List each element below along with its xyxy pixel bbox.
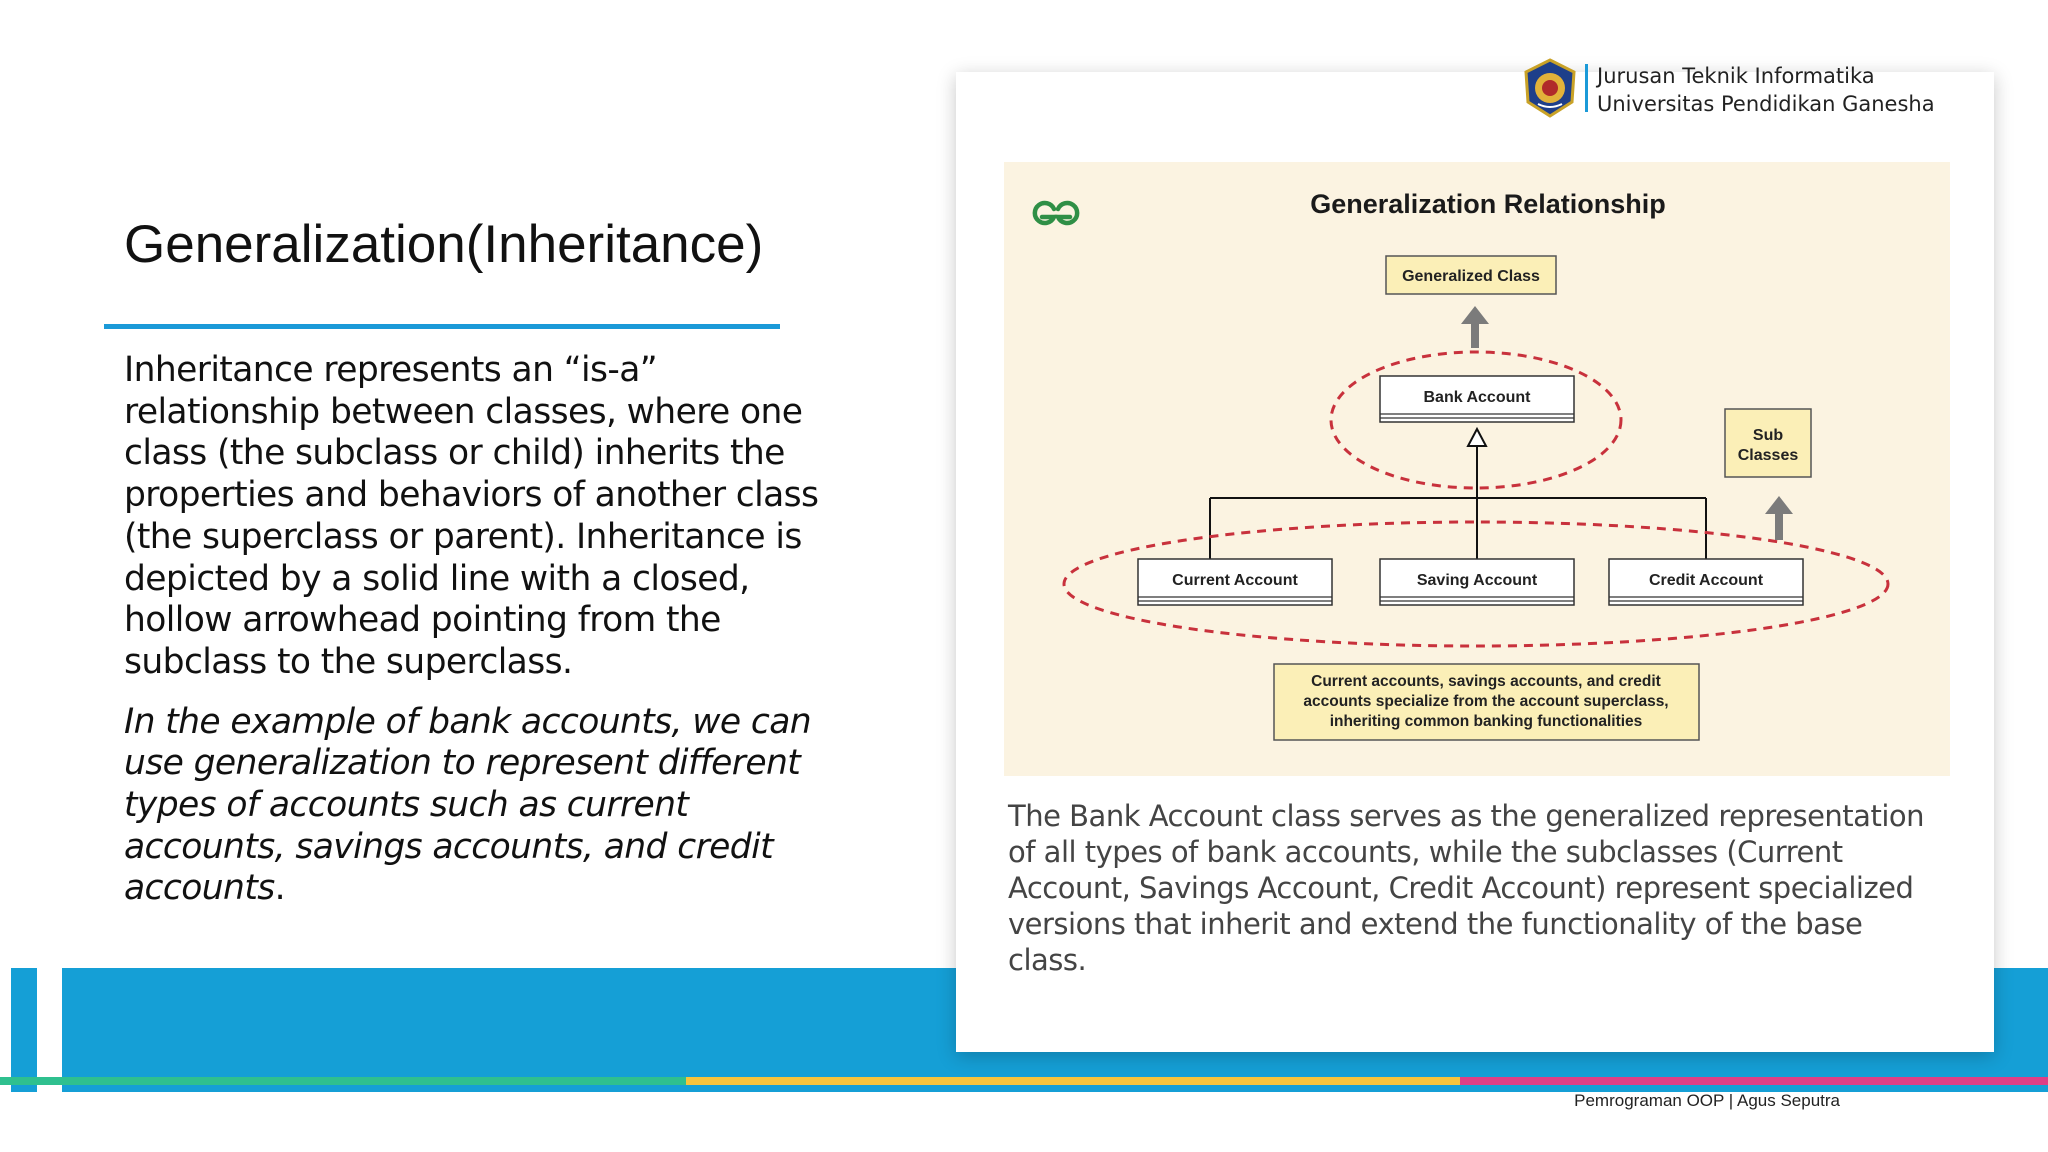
band-accent <box>11 968 37 1092</box>
arrow-up-icon <box>1765 496 1793 540</box>
example-period: . <box>274 868 285 909</box>
example-italic: In the example of bank accounts, we can use generalization to represent different types of accounts such as current accounts, savings accounts, and credit accounts <box>124 701 812 909</box>
title-underline <box>104 324 780 329</box>
institution-name <box>1597 62 1935 118</box>
institution-line2: Universitas Pendidikan Ganesha <box>1597 92 1935 116</box>
header-divider <box>1585 64 1588 112</box>
color-stripes <box>0 1077 2048 1085</box>
generalized-label: Generalized Class <box>1402 268 1540 285</box>
subclasses-label-line2: Classes <box>1737 447 1799 464</box>
stripe-yellow <box>686 1077 1460 1085</box>
paragraph-example <box>124 702 824 911</box>
stripe-pink <box>1460 1077 2048 1085</box>
university-logo <box>1522 58 1578 118</box>
subclass-label: Current Account <box>1172 572 1298 589</box>
superclass-label: Bank Account <box>1423 389 1531 406</box>
subclass-label: Saving Account <box>1416 572 1538 589</box>
subclass-label: Credit Account <box>1648 572 1764 589</box>
slide-title: Generalization(Inheritance) <box>124 215 764 274</box>
inheritance-lines <box>1210 446 1706 559</box>
note-line2: accounts specialize from the account superclass, <box>1303 693 1669 710</box>
footer-text: Pemrograman OOP | Agus Seputra <box>1574 1091 1840 1110</box>
institution-line1: Jurusan Teknik Informatika <box>1597 64 1875 88</box>
geeks-logo-icon <box>1035 203 1077 223</box>
note-line1: Current accounts, savings accounts, and credit <box>1311 673 1661 690</box>
diagram-caption: The Bank Account class serves as the generalized representation of all types of bank accounts, while the subclasses (Current Account, Savings Account, Credit Account) represent specialized versions that inherit and extend the functionality of the base class. <box>1008 799 1924 977</box>
arrow-up-icon <box>1461 306 1489 348</box>
note-line3: inheriting common banking functionalities <box>1329 713 1643 730</box>
paragraph-definition: Inheritance represents an “is-a” relationship between classes, where one class (the subclass or child) inherits the properties and behaviors of another class (the superclass or parent). Inheritance is depicted by a solid line with a closed, hollow arrowhead pointing from the subclass to the superclass. <box>124 350 819 682</box>
stripe-green <box>0 1077 686 1085</box>
generalization-diagram <box>1004 162 1950 776</box>
diagram-title: Generalization Relationship <box>1310 189 1666 219</box>
slide-body <box>124 350 824 928</box>
subclasses-label-line1: Sub <box>1752 427 1784 444</box>
hollow-arrowhead <box>1468 429 1486 446</box>
